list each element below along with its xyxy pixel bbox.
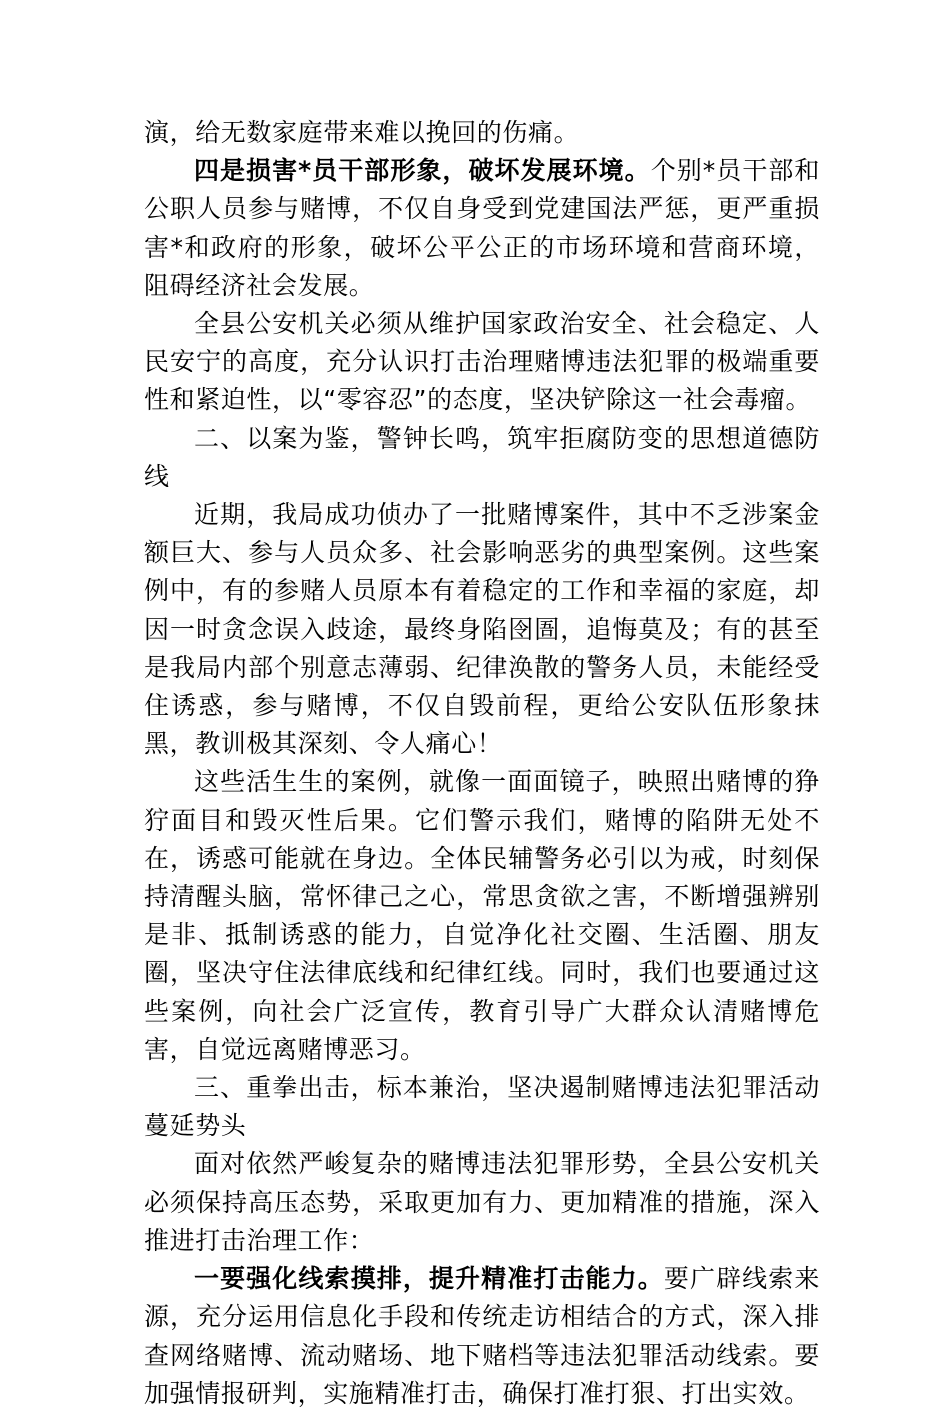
paragraph-bold-lead: 一要强化线索摸排，提升精准打击能力。 <box>194 1264 664 1294</box>
section-heading-three <box>144 1069 820 1145</box>
paragraph-text: 近期，我局成功侦办了一批赌博案件，其中不乏涉案金额巨大、参与人员众多、社会影响恶劣的典型案例。这些案例中，有的参赌人员原本有着稳定的工作和幸福的家庭，却因一时贪念误入歧途，最终身陷囹圄，追悔莫及；有的甚至是我局内部个别意志薄弱、纪律涣散的警务人员，未能经受住诱惑，参与赌博，不仅自毁前程，更给公安队伍形象抹黑，教训极其深刻、令人痛心！ <box>144 500 820 759</box>
document-body <box>144 114 820 1413</box>
paragraph-warning <box>144 763 820 1069</box>
paragraph-text: 面对依然严峻复杂的赌博违法犯罪形势，全县公安机关必须保持高压态势，采取更加有力、更加精准的措施，深入推进打击治理工作： <box>144 1149 820 1255</box>
paragraph-bold-lead: 四是损害*员干部形象，破坏发展环境。 <box>194 156 651 186</box>
paragraph-text: 演，给无数家庭带来难以挽回的伤痛。 <box>144 118 580 147</box>
section-heading-two <box>144 420 820 496</box>
paragraph-continuation <box>144 114 820 152</box>
heading-text: 二、以案为鉴，警钟长鸣，筑牢拒腐防变的思想道德防线 <box>144 423 820 491</box>
paragraph-point-four <box>144 152 820 305</box>
paragraph-summary <box>144 305 820 420</box>
paragraph-text: 这些活生生的案例，就像一面面镜子，映照出赌博的狰狞面目和毁灭性后果。它们警示我们，赌博的陷阱无处不在，诱惑可能就在身边。全体民辅警务必引以为戒，时刻保持清醒头脑，常怀律己之心，常思贪欲之害，不断增强辨别是非、抵制诱惑的能力，自觉净化社交圈、生活圈、朋友圈，坚决守住法律底线和纪律红线。同时，我们也要通过这些案例，向社会广泛宣传，教育引导广大群众认清赌博危害，自觉远离赌博恶习。 <box>144 767 820 1064</box>
paragraph-text: 个别*员干部和公职人员参与赌博，不仅自身受到党建国法严惩，更严重损害*和政府的形象，破坏公平公正的市场环境和营商环境，阻碍经济社会发展。 <box>144 156 820 300</box>
paragraph-text: 要广辟线索来源，充分运用信息化手段和传统走访相结合的方式，深入排查网络赌博、流动赌场、地下赌档等违法犯罪活动线索。要加强情报研判，实施精准打击，确保打准打狠、打出实效。 <box>144 1264 820 1408</box>
paragraph-measure-one <box>144 1260 820 1413</box>
paragraph-cases <box>144 496 820 763</box>
heading-text: 三、重拳出击，标本兼治，坚决遏制赌博违法犯罪活动蔓延势头 <box>144 1073 820 1141</box>
paragraph-text: 全县公安机关必须从维护国家政治安全、社会稳定、人民安宁的高度，充分认识打击治理赌博违法犯罪的极端重要性和紧迫性，以“零容忍”的态度，坚决铲除这一社会毒瘤。 <box>144 309 820 415</box>
paragraph-measures-intro <box>144 1145 820 1260</box>
